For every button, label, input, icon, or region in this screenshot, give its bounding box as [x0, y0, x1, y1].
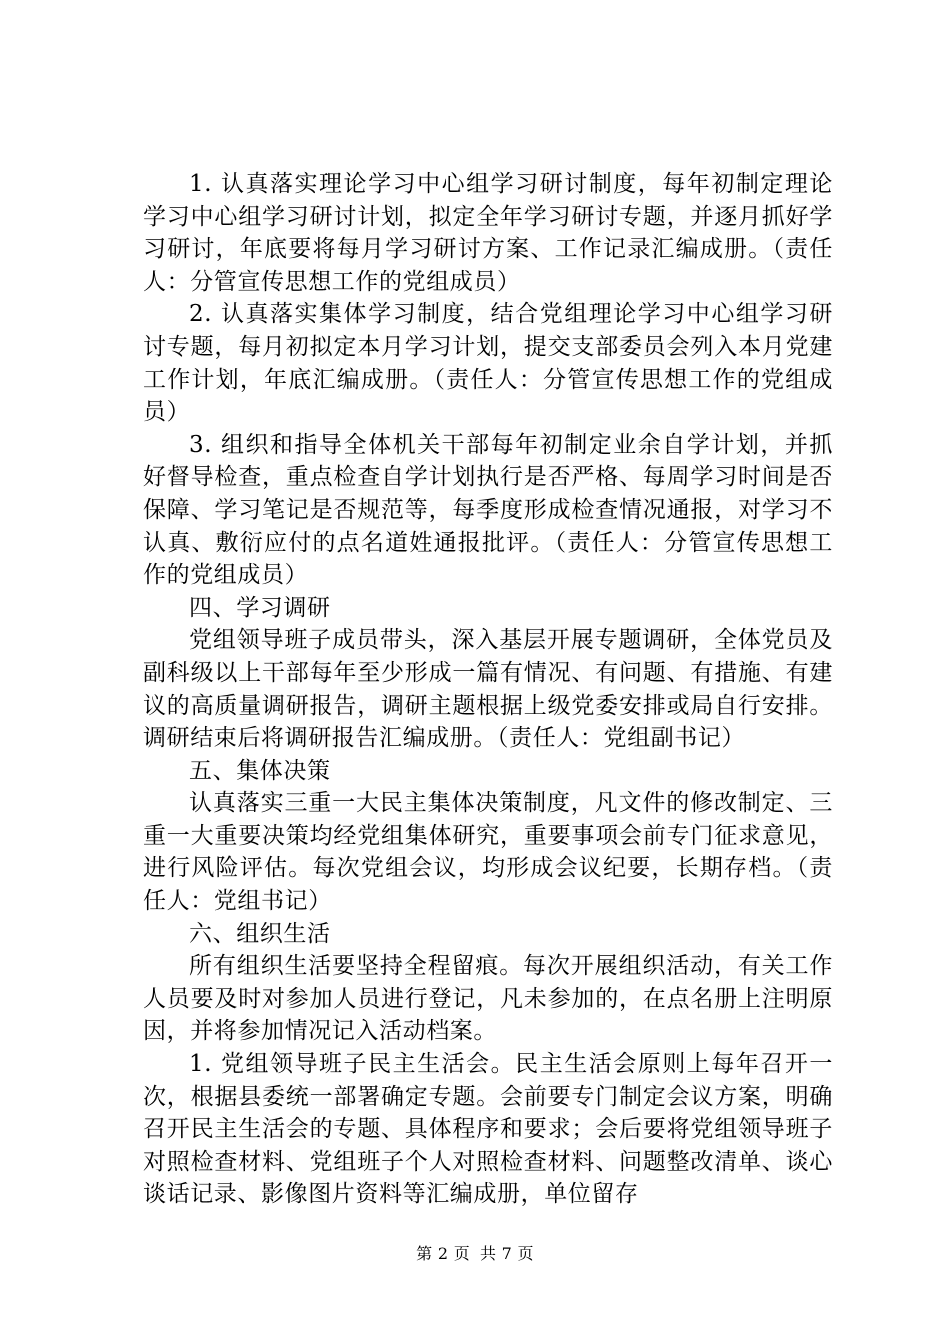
paragraph-research: 党组领导班子成员带头，深入基层开展专题调研，全体党员及副科级以上干部每年至少形成一篇有情况、有问题、有措施、有建议的高质量调研报告，调研主题根据上级党委安排或局自行安排。调研结束后将调研报告汇编成册。（责任人：党组副书记） [143, 627, 833, 752]
section-heading-decision: 五、集体决策 [189, 757, 331, 784]
section-heading-research: 四、学习调研 [189, 594, 331, 621]
page-number: 第 2 页 [416, 1244, 470, 1263]
paragraph-decision: 认真落实三重一大民主集体决策制度，凡文件的修改制定、三重一大重要决策均经党组集体研究，重要事项会前专门征求意见，进行风险评估。每次党组会议，均形成会议纪要，长期存档。（责任人：党组书记） [143, 790, 833, 915]
paragraph-study-1: 1. 认真落实理论学习中心组学习研讨制度，每年初制定理论学习中心组学习研讨计划，拟定全年学习研讨专题，并逐月抓好学习研讨，年底要将每月学习研讨方案、工作记录汇编成册。（责任人：分管宣传思想工作的党组成员） [143, 171, 833, 295]
document-body [143, 168, 833, 1211]
paragraph-study-2: 2. 认真落实集体学习制度，结合党组理论学习中心组学习研讨专题，每月初拟定本月学习计划，提交支部委员会列入本月党建工作计划，年底汇编成册。（责任人：分管宣传思想工作的党组成员） [143, 301, 833, 426]
paragraph-democratic-meeting: 1. 党组领导班子民主生活会。民主生活会原则上每年召开一次，根据县委统一部署确定专题。会前要专门制定会议方案，明确召开民主生活会的专题、具体程序和要求；会后要将党组领导班子对照检查材料、党组班子个人对照检查材料、问题整改清单、谈心谈话记录、影像图片资料等汇编成册，单位留存 [143, 1051, 833, 1208]
section-heading-org-life: 六、组织生活 [189, 920, 331, 947]
page-footer [0, 1244, 950, 1264]
paragraph-org-life: 所有组织生活要坚持全程留痕。每次开展组织活动，有关工作人员要及时对参加人员进行登记，凡未参加的，在点名册上注明原因，并将参加情况记入活动档案。 [143, 953, 833, 1045]
paragraph-study-3: 3. 组织和指导全体机关干部每年初制定业余自学计划，并抓好督导检查，重点检查自学计划执行是否严格、每周学习时间是否保障、学习笔记是否规范等，每季度形成检查情况通报，对学习不认真、敷衍应付的点名道姓通报批评。（责任人：分管宣传思想工作的党组成员） [143, 431, 833, 589]
page-total: 共 7 页 [480, 1244, 534, 1263]
